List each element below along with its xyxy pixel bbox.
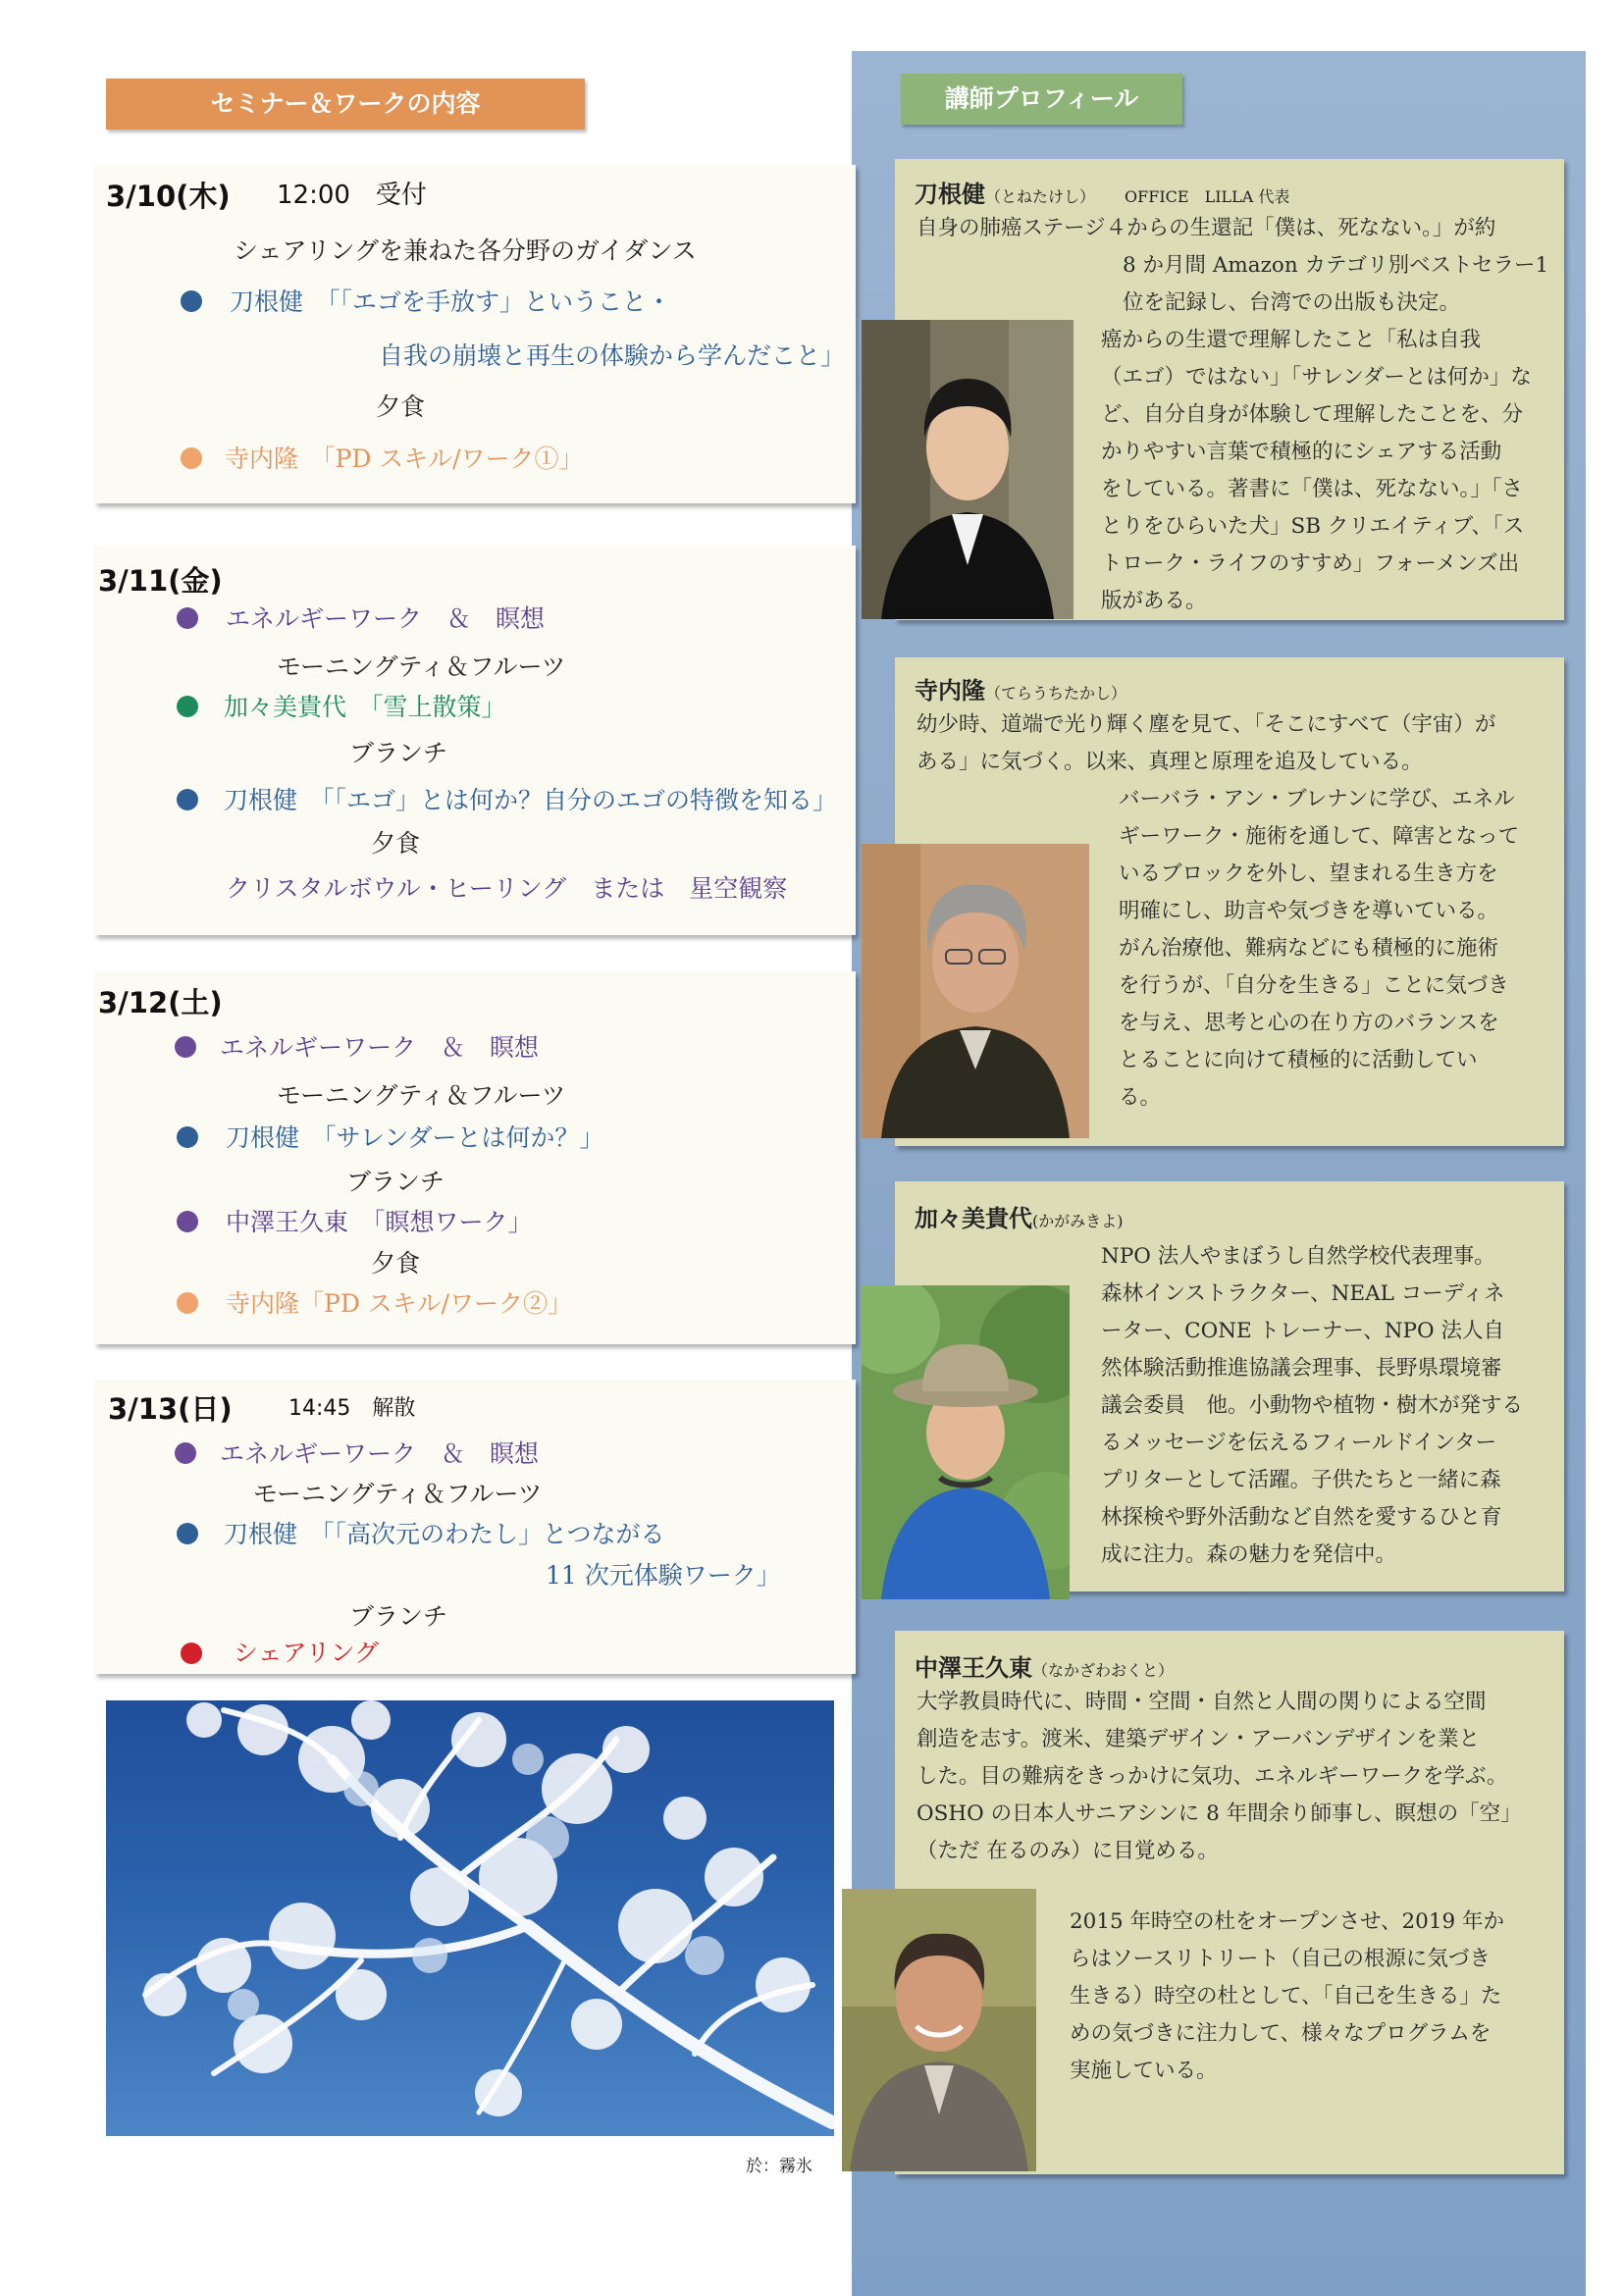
bullet-icon [177,789,198,810]
schedule-line: モーニングティ＆フルーツ [277,652,566,681]
schedule-line: ブランチ [349,739,448,767]
profile-reading: （とねたけし） [985,187,1096,206]
profile-reading: （てらうちたかし） [985,684,1127,703]
schedule-line: エネルギーワーク ＆ 瞑想 [220,1439,540,1468]
terauchi-photo [862,844,1089,1138]
snow-tree-illustration [106,1700,834,2136]
schedule-line: ブランチ [346,1168,445,1196]
profile-name: 加々美貴代(かがみきよ) [915,1204,1124,1232]
seminar-content-header: セミナー＆ワークの内容 [106,78,585,130]
bullet-icon [177,1126,198,1148]
kagami-photo [862,1285,1070,1599]
schedule-line: シェアリング [234,1639,380,1667]
day-date: 3/13(日) [108,1392,233,1426]
bullet-icon [181,447,202,469]
profile-text: 大学教員時代に、時間・空間・自然と人間の関りによる空間 創造を志す。渡米、建築デザイン・アーバンデザインを業と した。目の難病をきっかけに気功、エネルギーワークを学ぶ。 OSHO の日本人サニアシンに 8 年間余り師事し、瞑想の「空」 （ただ 在るのみ）に目覚める。 [916,1690,1522,1863]
bullet-icon [177,1211,198,1232]
photo-caption: 於：霧氷 [746,2157,812,2176]
schedule-line: シェアリングを兼ねた各分野のガイダンス [234,236,697,265]
schedule-line: 刀根健 「「エゴ」とは何か？自分のエゴの特徴を知る」 [224,786,838,814]
schedule-line: 中澤王久東 「瞑想ワーク」 [226,1208,533,1236]
schedule-line: 夕食 [376,392,426,421]
schedule-line: 刀根健 「「エゴを手放す」ということ・ [230,287,672,316]
tone-photo [862,320,1073,619]
schedule-line: エネルギーワーク ＆ 瞑想 [220,1033,540,1062]
instructor-profile-header: 講師プロフィール [901,74,1182,125]
profile-name: 中澤王久東（なかざわおくと） [915,1653,1175,1682]
schedule-line: 自我の崩壊と再生の体験から学んだこと」 [379,341,846,370]
day-date: 3/11(金) [98,564,223,598]
day-card-3-10 [94,165,856,503]
bullet-icon [177,1523,198,1544]
bullet-icon [175,1442,196,1464]
schedule-line: ブランチ [349,1602,448,1631]
bullet-icon [181,1643,202,1664]
schedule-line: クリスタルボウル・ヒーリング または 星空観察 [226,874,788,903]
schedule-line: 刀根健 「「高次元のわたし」とつながる [224,1520,665,1548]
schedule-line: 寺内隆「PD スキル/ワーク②」 [226,1289,572,1318]
bullet-icon [177,607,198,629]
day-time: 14:45 解散 [288,1396,416,1421]
profile-reading: （なかざわおくと） [1032,1661,1175,1680]
nakazawa-photo [842,1889,1036,2171]
profile-title: OFFICE LILLA 代表 [1125,187,1290,206]
schedule-line: モーニングティ＆フルーツ [277,1081,566,1110]
profile-reading: (かがみきよ) [1032,1212,1124,1230]
bullet-icon [177,1292,198,1314]
profile-name: 寺内隆（てらうちたかし） [915,676,1127,704]
profile-text: NPO 法人やまぼうし自然学校代表理事。 森林インストラクター、NEAL コーディネ ーター、CONE トレーナー、NPO 法人自 然体験活動推進協議会理事、長野県環境審 議会委員 他。小動物や植物・樹木が発する るメッセージを伝えるフィールドインター プリターとして活躍。子供たちと一緒に森 林探検や野外活動など自然を愛するひと育 成に注力。森の魅力を発信中。 [1101,1244,1524,1567]
day-card-3-11 [94,546,856,935]
schedule-line: 寺内隆 「PD スキル/ワーク①」 [225,444,584,473]
profile-text: 自身の肺癌ステージ４からの生還記「僕は、死なない。」が約 8 か月間 Amazon カテゴリ別ベストセラー1 位を記録し、台湾での出版も決定。 癌からの生還で理解したこと「私は自我 （エゴ）ではない」「サレンダーとは何か」な ど、自分自身が体験して理解したことを、分 かりやすい言葉で積極的にシェアする活動 をしている。著書に「僕は、死なない。」「さ とりをひらいた犬」SB クリエイティブ、「ス トローク・ライフのすすめ」フォーメンズ出 版がある。 [916,216,1549,613]
day-date: 3/10(木) [106,180,231,213]
profile-text: 幼少時、道端で光り輝く塵を見て、「そこにすべて（宇宙）が ある」に気づく。以来、真理と原理を追及している。 バーバラ・アン・ブレナンに学び、エネル ギーワーク・施術を通して、障害となって いるブロックを外し、望まれる生き方を 明確にし、助言や気づきを導いている。 がん治療他、難病などにも積極的に施術 を行うが、「自分を生きる」ことに気づき を与え、思考と心の在り方のバランスを とることに向けて積極的に活動してい る。 [916,712,1520,1110]
schedule-line: 刀根健 「サレンダーとは何か？」 [226,1123,604,1152]
day-card-3-13 [94,1380,856,1674]
day-card-3-12 [94,971,856,1344]
bullet-icon [181,290,202,312]
profile-text: 2015 年時空の杜をオープンさせ、2019 年か らはソースリトリート（自己の根源に気づき 生きる）時空の杜として、「自己を生きる」た めの気づきに注力して、様々なプログラムを 実施している。 [1070,1909,1505,2083]
schedule-line: 夕食 [371,829,421,858]
schedule-line: 加々美貴代 「雪上散策」 [224,693,506,721]
bullet-icon [177,696,198,717]
schedule-line: モーニングティ＆フルーツ [253,1480,543,1508]
schedule-line: エネルギーワーク ＆ 瞑想 [226,604,546,633]
schedule-line: 夕食 [371,1249,421,1278]
rime-ice-tree-photo [106,1700,834,2136]
day-time: 12:00 受付 [277,181,427,210]
bullet-icon [175,1036,196,1058]
profile-name: 刀根健（とねたけし） OFFICE LILLA 代表 [915,180,1290,208]
day-date: 3/12(土) [98,986,223,1019]
schedule-line: 11 次元体験ワーク」 [546,1561,781,1590]
